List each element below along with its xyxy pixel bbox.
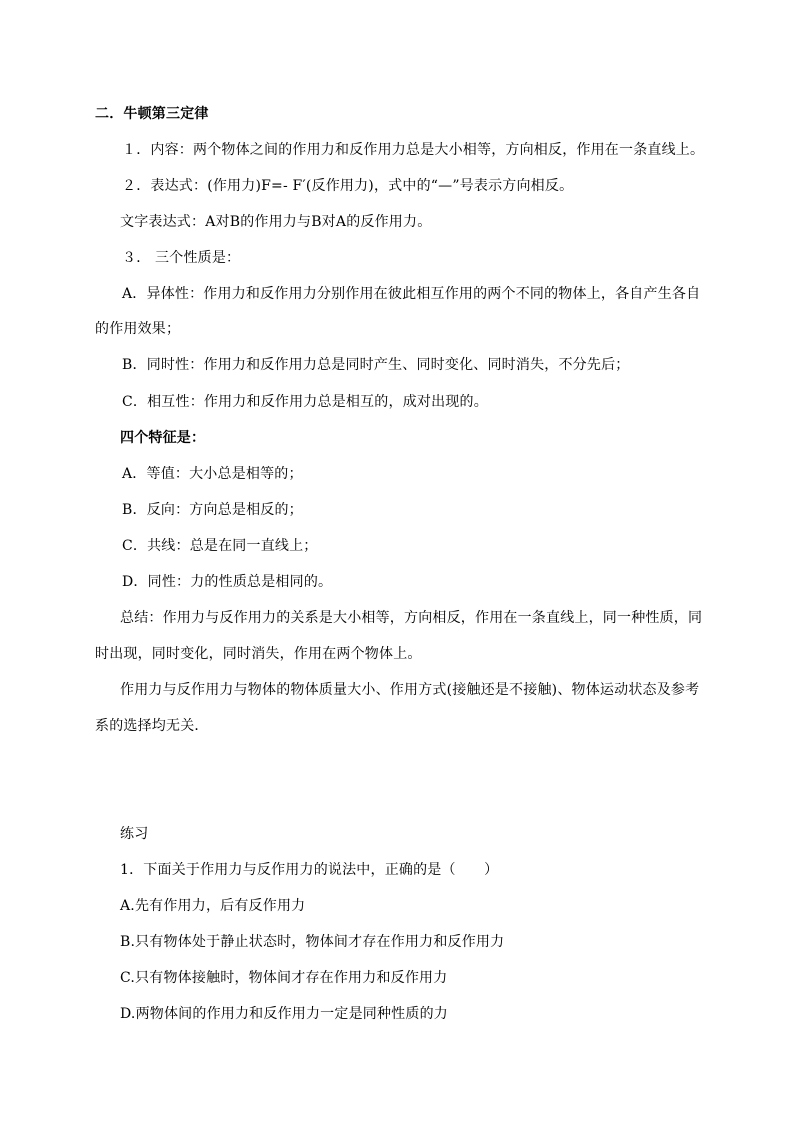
property-a-line-2: 的作用效果； (95, 321, 181, 337)
feature-a: A．等值：大小总是相等的； (122, 466, 303, 482)
exercise-question: 1．下面关于作用力与反作用力的说法中，正确的是（ ） (120, 862, 499, 878)
feature-d: D．同性：力的性质总是相同的。 (122, 574, 333, 590)
exercise-title: 练习 (120, 826, 149, 842)
exercise-option-a: A.先有作用力，后有反作用力 (120, 898, 306, 914)
content-item-1: １．内容：两个物体之间的作用力和反作用力总是大小相等，方向相反，作用在一条直线上。 (122, 142, 705, 158)
exercise-option-d: D.两物体间的作用力和反作用力一定是同种性质的力 (120, 1006, 448, 1022)
content-item-2: ２．表达式：(作用力)F=- F′(反作用力)，式中的“—”号表示方向相反。 (122, 178, 574, 194)
section-title: 二．牛顿第三定律 (95, 106, 209, 122)
property-a-line-1: A．异体性：作用力和反作用力分别作用在彼此相互作用的两个不同的物体上，各自产生各自 (122, 286, 701, 302)
feature-c: C．共线：总是在同一直线上； (122, 538, 318, 554)
summary-line-2: 时出现，同时变化，同时消失，作用在两个物体上。 (95, 646, 422, 662)
note-line-1: 作用力与反作用力与物体的物体质量大小、作用方式(接触还是不接触)、物体运动状态及参考 (120, 682, 700, 698)
four-features-title: 四个特征是： (120, 430, 206, 446)
summary-line-1: 总结：作用力与反作用力的关系是大小相等，方向相反，作用在一条直线上，同一种性质，同 (120, 610, 703, 626)
feature-b: B．反向：方向总是相反的； (122, 502, 303, 518)
property-b: B．同时性：作用力和反作用力总是同时产生、同时变化、同时消失，不分先后； (122, 357, 630, 373)
three-properties-title: ３． 三个性质是： (122, 250, 241, 266)
text-expression: 文字表达式：A对B的作用力与B对A的反作用力。 (120, 214, 432, 230)
exercise-option-c: C.只有物体接触时，物体间才存在作用力和反作用力 (120, 970, 448, 986)
exercise-option-b: B.只有物体处于静止状态时，物体间才存在作用力和反作用力 (120, 934, 505, 950)
note-line-2: 系的选择均无关． (95, 718, 209, 734)
property-c: C．相互性：作用力和反作用力总是相互的，成对出现的。 (122, 394, 488, 410)
